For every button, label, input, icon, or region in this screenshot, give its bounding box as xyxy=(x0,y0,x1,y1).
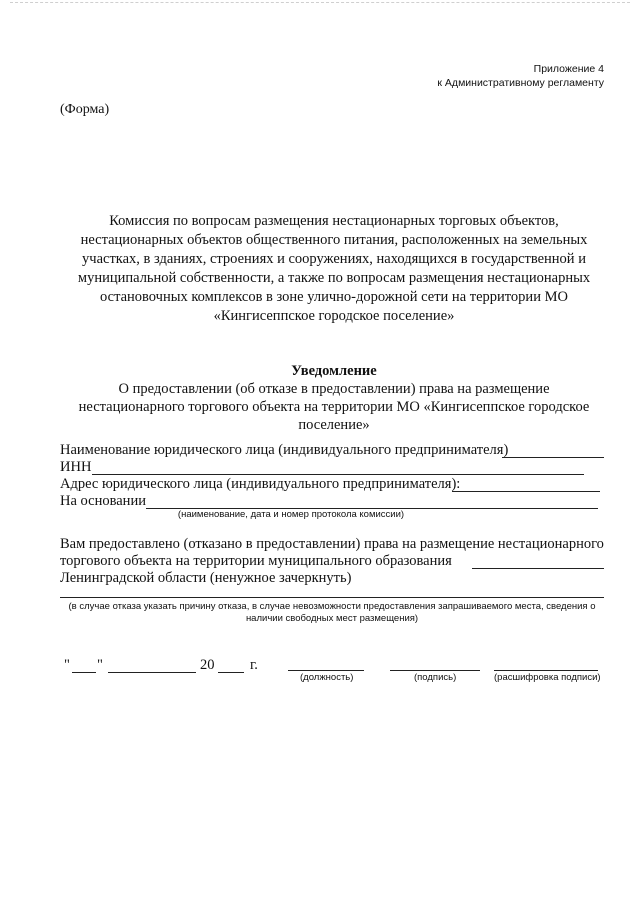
appendix-reference xyxy=(437,62,604,90)
commission-line: «Кингисеппское городское поселение» xyxy=(213,308,455,324)
date-year-suffix: г. xyxy=(250,657,258,673)
notice-subject-line: О предоставлении (об отказе в предоставлении) права на размещение xyxy=(118,381,550,397)
appendix-regulation: к Административному регламенту xyxy=(437,77,604,89)
date-quote-close: " xyxy=(97,657,103,673)
commission-line: муниципальной собственности, а также по вопросам размещения нестационарных xyxy=(77,270,591,286)
basis-caption: (наименование, дата и номер протокола комиссии) xyxy=(177,509,405,520)
commission-line: остановочных комплексов в зоне улично-дорожной сети на территории МО xyxy=(100,289,568,305)
decision-line-2: торгового объекта на территории муниципального образования xyxy=(60,553,452,569)
commission-line: участках, в зданиях, строениях и сооружениях, находящихся в государственной и xyxy=(82,251,586,267)
decision-line-3: Ленинградской области (ненужное зачеркнуть) xyxy=(60,570,352,586)
municipality-blank[interactable] xyxy=(472,568,604,569)
legal-entity-blank[interactable] xyxy=(502,457,604,458)
position-blank[interactable] xyxy=(288,670,364,671)
commission-line: нестационарных объектов общественного питания, расположенных на земельных xyxy=(80,232,588,248)
date-month-blank[interactable] xyxy=(108,672,196,673)
sign-blank[interactable] xyxy=(390,670,480,671)
appendix-number: Приложение 4 xyxy=(533,63,604,75)
reason-caption-2: наличии свободных мест размещения) xyxy=(245,613,419,624)
reason-blank[interactable] xyxy=(60,597,604,598)
decode-caption: (расшифровка подписи) xyxy=(494,672,601,683)
notice-subject xyxy=(60,380,608,434)
reason-caption-1: (в случае отказа указать причину отказа, в случае невозможности предоставления запрашиваемого места, сведения о xyxy=(68,601,596,612)
address-blank[interactable] xyxy=(452,491,600,492)
date-year-prefix: 20 xyxy=(200,657,215,673)
basis-label: На основании xyxy=(60,493,146,509)
address-label: Адрес юридического лица (индивидуального предпринимателя): xyxy=(60,476,461,492)
notice-title: Уведомление xyxy=(291,363,377,379)
scan-top-edge xyxy=(10,2,630,4)
legal-entity-label: Наименование юридического лица (индивидуального предпринимателя) xyxy=(60,442,509,458)
position-caption: (должность) xyxy=(300,672,354,683)
decision-line-1: Вам предоставлено (отказано в предоставлении) права на размещение нестационарного xyxy=(60,536,604,552)
decode-blank[interactable] xyxy=(494,670,598,671)
date-day-blank[interactable] xyxy=(72,672,96,673)
inn-blank[interactable] xyxy=(92,474,584,475)
commission-line: Комиссия по вопросам размещения нестационарных торговых объектов, xyxy=(109,213,559,229)
date-quote-open: " xyxy=(64,657,70,673)
sign-caption: (подпись) xyxy=(414,672,457,683)
form-label: (Форма) xyxy=(60,102,110,117)
commission-heading xyxy=(60,212,608,326)
notice-subject-line: нестационарного торгового объекта на территории МО «Кингисеппское городское xyxy=(78,399,590,415)
date-year-blank[interactable] xyxy=(218,672,244,673)
inn-label: ИНН xyxy=(60,459,92,475)
notice-subject-line: поселение» xyxy=(298,417,370,433)
